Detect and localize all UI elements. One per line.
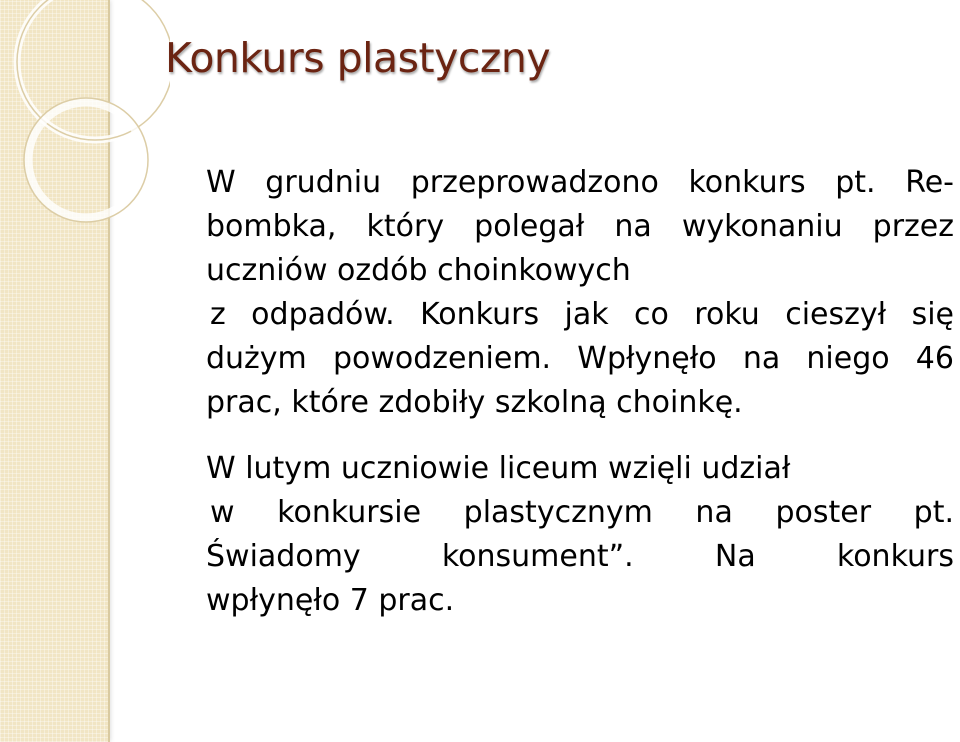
text-line: uczniów ozdób choinkowych — [206, 253, 631, 288]
paragraph-february-contest — [206, 447, 954, 623]
text-line: dużym powodzeniem. Wpłynęło na niego 46 — [206, 341, 954, 376]
text-line: z odpadów. Konkurs jak co roku cieszył się — [210, 297, 954, 332]
text-line: W grudniu przeprowadzono konkurs pt. Re- — [206, 165, 954, 200]
decorative-rings — [0, 0, 170, 260]
slide-title: Konkurs plastyczny — [165, 34, 551, 82]
text-line: bombka, który polegał na wykonaniu przez — [206, 209, 954, 244]
text-line: w konkursie plastycznym na poster pt. — [210, 495, 954, 530]
text-line: Świadomy konsument”. Na konkurs — [206, 539, 954, 574]
text-line: W lutym uczniowie liceum wzięli udział — [206, 451, 791, 486]
text-line: wpłynęło 7 prac. — [206, 583, 455, 618]
text-line: prac, które zdobiły szkolną choinkę. — [206, 385, 743, 420]
paragraph-december-contest — [206, 161, 954, 425]
